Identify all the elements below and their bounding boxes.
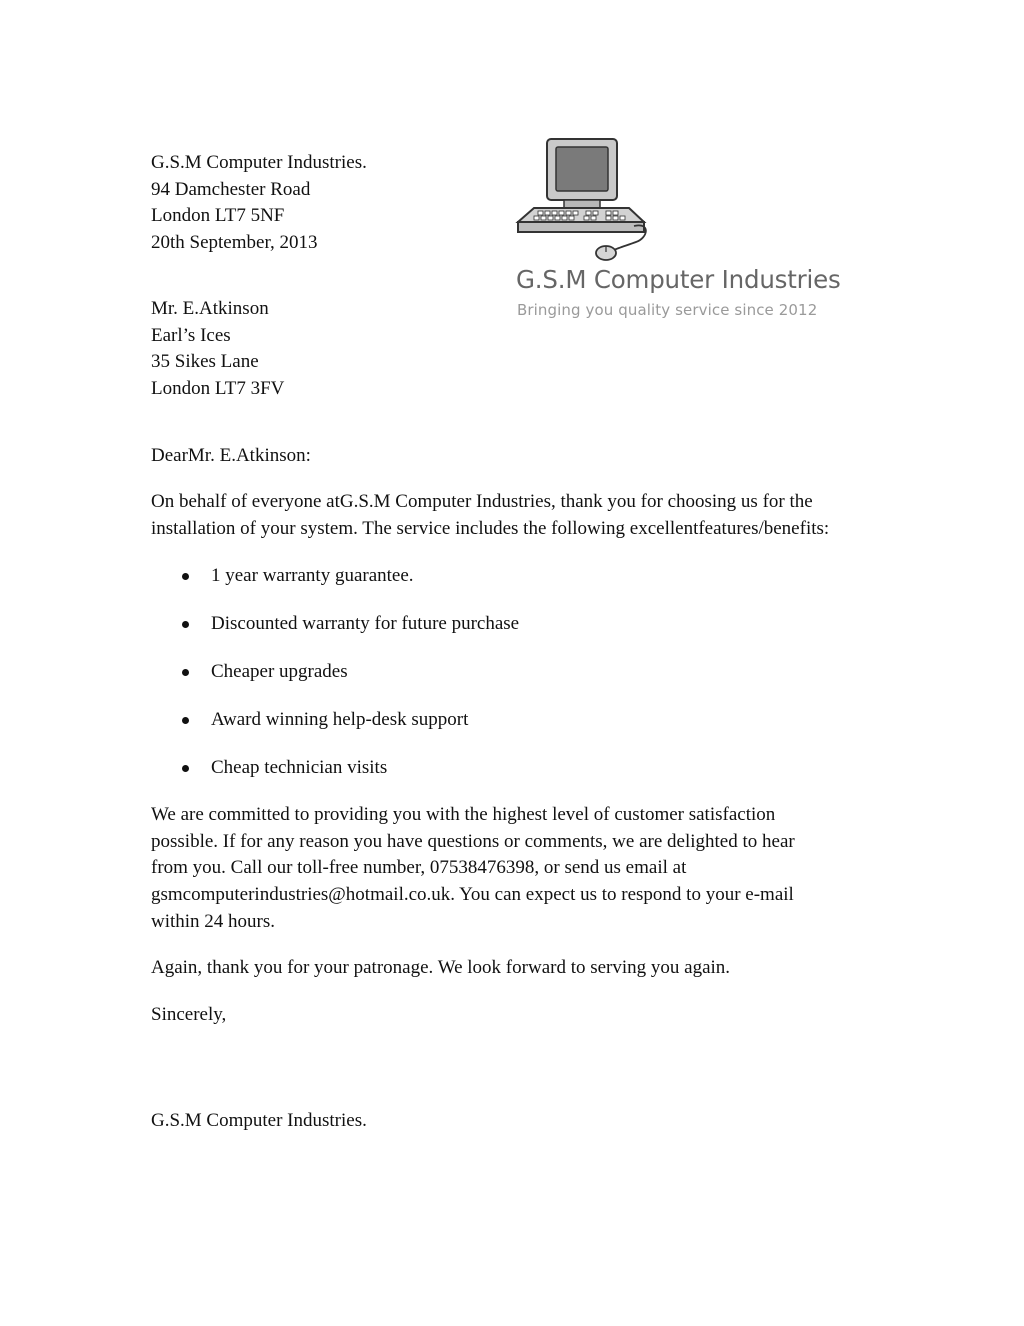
- commitment-line: possible. If for any reason you have questions or comments, we are delighted to hear: [151, 830, 795, 852]
- bullet-icon: [182, 621, 189, 628]
- benefit-text: Cheaper upgrades: [211, 661, 348, 682]
- intro-line: installation of your system. The service includes the following excellentfeatures/benefits:: [151, 517, 830, 539]
- letter-date: 20th September, 2013: [151, 232, 318, 254]
- benefits-list: [151, 563, 519, 803]
- benefit-text: Discounted warranty for future purchase: [211, 613, 520, 634]
- commitment-line: within 24 hours.: [151, 910, 276, 932]
- commitment-line: We are committed to providing you with the highest level of customer satisfaction: [151, 804, 776, 825]
- recipient-name: Mr. E.Atkinson: [151, 298, 269, 319]
- sender-city-postcode: London LT7 5NF: [151, 205, 285, 227]
- benefit-item: [151, 707, 519, 755]
- company-logo: [506, 130, 866, 330]
- benefit-text: Award winning help-desk support: [211, 709, 469, 730]
- salutation: DearMr. E.Atkinson:: [151, 445, 311, 466]
- benefit-text: 1 year warranty guarantee.: [211, 565, 414, 586]
- commitment-line: gsmcomputerindustries@hotmail.co.uk. You can expect us to respond to your e-mail: [151, 884, 794, 906]
- sender-company: G.S.M Computer Industries.: [151, 152, 367, 173]
- intro-paragraph: [151, 489, 829, 542]
- intro-line: On behalf of everyone atG.S.M Computer Industries, thank you for choosing us for the: [151, 491, 813, 512]
- recipient-city-postcode: London LT7 3FV: [151, 378, 285, 400]
- bullet-icon: [182, 765, 189, 772]
- benefit-item: [151, 659, 519, 707]
- sender-street: 94 Damchester Road: [151, 178, 311, 200]
- commitment-line: from you. Call our toll-free number, 07538476398, or send us email at: [151, 857, 687, 879]
- signature: G.S.M Computer Industries.: [151, 1110, 367, 1131]
- recipient-street: 35 Sikes Lane: [151, 351, 259, 373]
- benefit-text: Cheap technician visits: [211, 757, 388, 778]
- benefit-item: [151, 563, 519, 611]
- logo-title: G.S.M Computer Industries: [516, 265, 841, 294]
- benefit-item: [151, 755, 519, 803]
- recipient-address: [151, 296, 284, 403]
- bullet-icon: [182, 717, 189, 724]
- bullet-icon: [182, 669, 189, 676]
- benefit-item: [151, 611, 519, 659]
- logo-tagline: Bringing you quality service since 2012: [517, 301, 818, 319]
- commitment-paragraph: [151, 802, 795, 936]
- bullet-icon: [182, 573, 189, 580]
- closing: Sincerely,: [151, 1004, 227, 1025]
- thanks-paragraph: Again, thank you for your patronage. We look forward to serving you again.: [151, 957, 731, 978]
- sender-address: [151, 150, 367, 257]
- recipient-business: Earl’s Ices: [151, 324, 231, 346]
- computer-icon: [506, 130, 666, 270]
